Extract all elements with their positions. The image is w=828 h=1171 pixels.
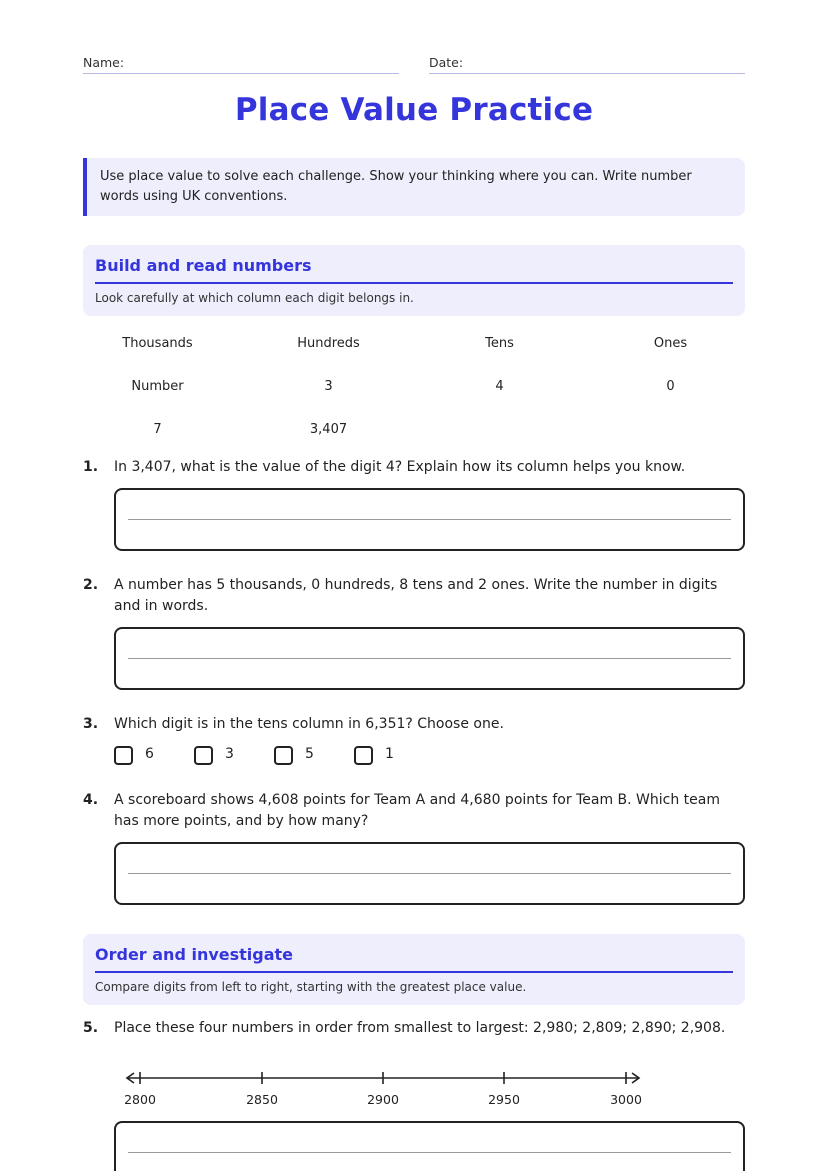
- table-cell: 7: [153, 422, 162, 437]
- name-field[interactable]: [83, 52, 399, 74]
- checkbox[interactable]: [354, 746, 373, 765]
- table-cell: Hundreds: [297, 336, 360, 351]
- question-1: [83, 457, 745, 478]
- instructions-callout: Use place value to solve each challenge. Show your thinking where you can. Write number words using UK conventions.: [83, 158, 745, 216]
- choice-label: 6: [145, 746, 154, 762]
- answer-box-5[interactable]: [114, 1121, 745, 1171]
- table-cell: 3,407: [309, 422, 348, 437]
- question-2: [83, 575, 745, 617]
- name-label: Name:: [83, 55, 125, 70]
- answer-line: [128, 1152, 731, 1153]
- table-row: [72, 365, 756, 408]
- answer-line: [128, 873, 731, 874]
- question-5: [83, 1018, 745, 1039]
- number-line: [110, 1065, 660, 1115]
- question-number: 4.: [83, 792, 99, 808]
- section-subtitle: Compare digits from left to right, starting with the greatest place value.: [95, 980, 527, 994]
- table-cell: 3: [324, 379, 333, 394]
- section-order-and-investigate: [83, 934, 745, 1005]
- tick-label: 3000: [610, 1092, 642, 1107]
- answer-line: [128, 519, 731, 520]
- choice-label: 1: [385, 746, 394, 762]
- table-cell: Number: [131, 379, 184, 394]
- page-title: Place Value Practice: [234, 92, 594, 128]
- checkbox[interactable]: [114, 746, 133, 765]
- answer-box-1[interactable]: [114, 488, 745, 551]
- tick-label: 2900: [367, 1092, 399, 1107]
- table-cell: 0: [666, 379, 675, 394]
- question-number: 1.: [83, 459, 99, 475]
- question-number: 5.: [83, 1020, 99, 1036]
- question-text: Which digit is in the tens column in 6,351? Choose one.: [114, 716, 504, 732]
- answer-box-2[interactable]: [114, 627, 745, 690]
- choice-label: 5: [305, 746, 314, 762]
- question-4: [83, 790, 745, 832]
- section-title: Order and investigate: [95, 934, 733, 973]
- table-cell: Tens: [485, 336, 514, 351]
- checkbox[interactable]: [194, 746, 213, 765]
- question-3: [83, 714, 745, 735]
- choice-label: 3: [225, 746, 234, 762]
- table-row: [72, 322, 756, 365]
- table-row: [72, 408, 756, 451]
- question-text: In 3,407, what is the value of the digit 4? Explain how its column helps you know.: [114, 459, 686, 475]
- checkbox[interactable]: [274, 746, 293, 765]
- question-text: A number has 5 thousands, 0 hundreds, 8 tens and 2 ones. Write the number in digits and in words.: [114, 577, 718, 614]
- date-label: Date:: [429, 55, 464, 70]
- question-number: 2.: [83, 577, 99, 593]
- answer-box-4[interactable]: [114, 842, 745, 905]
- tick-label: 2850: [246, 1092, 278, 1107]
- table-cell: Thousands: [122, 336, 193, 351]
- table-cell: Ones: [653, 336, 688, 351]
- tick-label: 2950: [488, 1092, 520, 1107]
- answer-line: [128, 658, 731, 659]
- date-field[interactable]: [429, 52, 745, 74]
- section-subtitle: Look carefully at which column each digit belongs in.: [95, 291, 414, 305]
- question-text: A scoreboard shows 4,608 points for Team A and 4,680 points for Team B. Which team has more points, and by how many?: [114, 792, 720, 829]
- place-value-table: [72, 322, 756, 451]
- section-build-and-read: [83, 245, 745, 316]
- number-line-axis: [110, 1065, 660, 1091]
- table-cell: 4: [495, 379, 504, 394]
- section-title: Build and read numbers: [95, 245, 733, 284]
- tick-label: 2800: [124, 1092, 156, 1107]
- question-text: Place these four numbers in order from smallest to largest: 2,980; 2,809; 2,890; 2,908.: [114, 1020, 726, 1036]
- question-number: 3.: [83, 716, 99, 732]
